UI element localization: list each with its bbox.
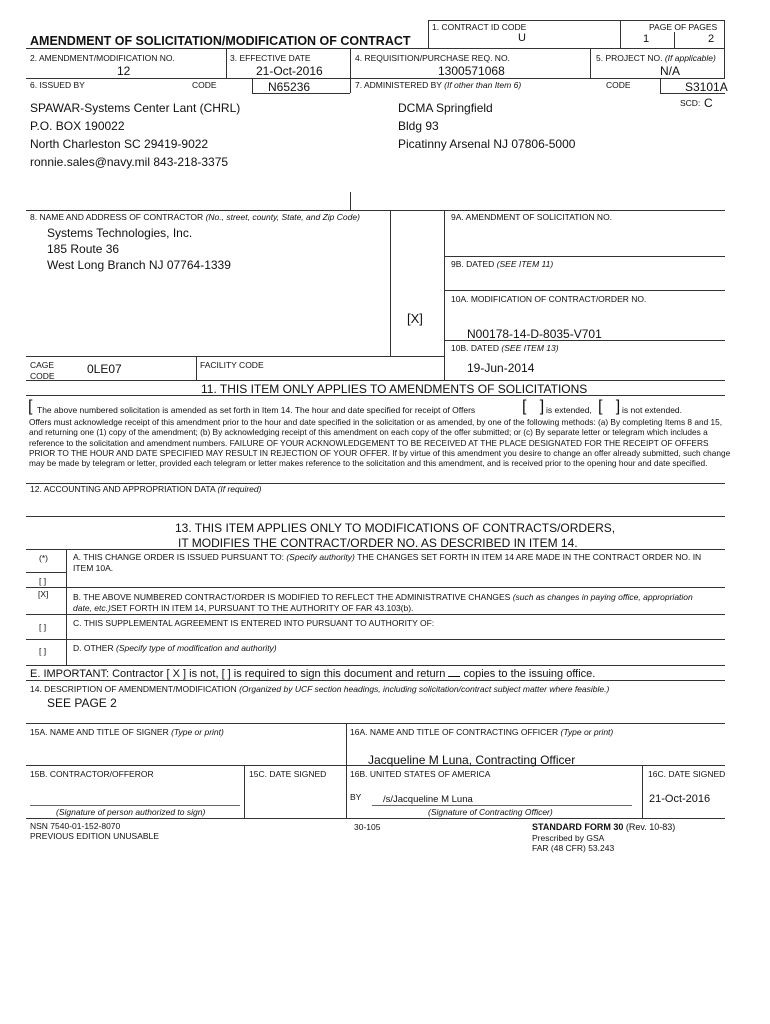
item11-bracket-open: [ xyxy=(28,398,33,415)
officer-signature: /s/Jacqueline M Luna xyxy=(383,794,473,805)
administrator-address: DCMA Springfield Bldg 93 Picatinny Arsenal NJ 07806-5000 xyxy=(398,101,576,151)
signer-name-label: 15A. NAME AND TITLE OF SIGNER (Type or print) xyxy=(30,727,224,737)
page-of-pages-label: PAGE OF PAGES xyxy=(649,22,718,32)
accounting-label: 12. ACCOUNTING AND APPROPRIATION DATA (If required) xyxy=(30,484,262,494)
amendment-no-label: 2. AMENDMENT/MODIFICATION NO. xyxy=(30,53,175,63)
item11-not-extended-bracket: [ ] xyxy=(598,398,621,415)
footer-right: Prescribed by GSA FAR (48 CFR) 53.243 xyxy=(532,833,615,853)
item13-a-mark: (*) xyxy=(39,553,48,563)
officer-name-label: 16A. NAME AND TITLE OF CONTRACTING OFFICER (Type or print) xyxy=(350,727,614,737)
important-line: E. IMPORTANT: Contractor [ X ] is not, [ ] is required to sign this document and return copies to the issuing office. xyxy=(30,668,596,680)
facility-code-label: FACILITY CODE xyxy=(200,360,264,370)
item11-instructions: Offers must acknowledge receipt of this amendment prior to the hour and date specified in the solicitation or as amended, by one of the following methods: (a) By completing Items 8 and 15, and returning one (1) copy of the amendment; (b) By acknowledging receipt of this amendment on each copy of the offer submitted; or (c) By separate letter or telegram which includes a reference to the solicitation and amendment numbers. FAILURE OF YOUR ACKNOWLEDGEMENT TO BE RECEIVED AT THE PLACE DESIGNATED FOR THE RECEIPT OF OFFERS PRIOR TO THE HOUR AND DATE SPECIFIED MAY RESULT IN REJECTION OF YOUR OFFER. If by virtue of this amendment you desire to change an offer already submitted, such change may be made by telegram or letter, provided each telegram or letter makes reference to the solicitation and this amendment, and is received prior to the opening hour and date specified. xyxy=(29,417,731,469)
description-label: 14. DESCRIPTION OF AMENDMENT/MODIFICATION (Organized by UCF section headings, including solicitation/contract subject matter where feasible.) xyxy=(30,684,610,694)
cage-code: 0LE07 xyxy=(87,362,122,376)
modification-check: [X] xyxy=(407,311,423,326)
issued-by-code-label: CODE xyxy=(192,80,217,90)
scd-value: C xyxy=(704,96,713,110)
issuer-address: SPAWAR-Systems Center Lant (CHRL) P.O. BOX 190022 North Charleston SC 29419-9022 ronnie.sales@navy.mil 843-218-3375 xyxy=(30,101,241,169)
issued-by-code: N65236 xyxy=(268,80,311,94)
officer-signature-note: (Signature of Contracting Officer) xyxy=(428,807,553,817)
contractor-label: 8. NAME AND ADDRESS OF CONTRACTOR (No., street, county, State, and Zip Code) xyxy=(30,212,360,222)
cage-label: CAGE CODE xyxy=(30,360,55,381)
dated-10b-label: 10B. DATED (SEE ITEM 13) xyxy=(451,343,559,353)
standard-form-number: STANDARD FORM 30 (Rev. 10-83) xyxy=(532,822,676,832)
item11-extended: is extended, xyxy=(546,405,592,415)
page-number: 1 xyxy=(643,33,650,45)
footer-number: 30-105 xyxy=(354,822,381,832)
item13-title-1: 13. THIS ITEM APPLIES ONLY TO MODIFICATIONS OF CONTRACTS/ORDERS, xyxy=(175,521,616,535)
item13-title-2: IT MODIFIES THE CONTRACT/ORDER NO. AS DESCRIBED IN ITEM 14. xyxy=(178,536,578,550)
modification-label: 10A. MODIFICATION OF CONTRACT/ORDER NO. xyxy=(451,294,647,304)
footer-left: NSN 7540-01-152-8070 PREVIOUS EDITION UNUSABLE xyxy=(30,821,159,841)
contractor-address: Systems Technologies, Inc. 185 Route 36 West Long Branch NJ 07764-1339 xyxy=(47,226,231,272)
officer-date-value: 21-Oct-2016 xyxy=(649,793,711,805)
total-pages: 2 xyxy=(708,33,715,45)
contract-id-label: 1. CONTRACT ID CODE xyxy=(432,22,527,32)
item11-extended-bracket: [ ] xyxy=(522,398,545,415)
effective-date-label: 3. EFFECTIVE DATE xyxy=(230,53,311,63)
requisition-label: 4. REQUISITION/PURCHASE REQ. NO. xyxy=(355,53,510,63)
administered-by-label: 7. ADMINISTERED BY (If other than Item 6) xyxy=(355,80,522,90)
item13-a-text: A. THIS CHANGE ORDER IS ISSUED PURSUANT TO: (Specify authority) THE CHANGES SET FORTH IN ITEM 14 ARE MADE IN THE CONTRACT ORDER NO. IN ITEM 10A. xyxy=(73,552,702,573)
project-no-label: 5. PROJECT NO. (If applicable) xyxy=(596,53,716,63)
item11-not-extended: is not extended. xyxy=(622,405,683,415)
dated-9b-label: 9B. DATED (SEE ITEM 11) xyxy=(451,259,554,269)
administered-by-code-label: CODE xyxy=(606,80,631,90)
contract-id-value: U xyxy=(518,32,526,44)
item13-b-mark: [X] xyxy=(38,589,49,599)
item13-d-text: D. OTHER (Specify type of modification and authority) xyxy=(73,643,277,653)
modification-no: N00178-14-D-8035-V701 xyxy=(467,327,602,341)
item13-c-text: C. THIS SUPPLEMENTAL AGREEMENT IS ENTERED INTO PURSUANT TO AUTHORITY OF: xyxy=(73,618,435,628)
dated-10b-value: 19-Jun-2014 xyxy=(467,361,535,375)
item13-b-text: B. THE ABOVE NUMBERED CONTRACT/ORDER IS MODIFIED TO REFLECT THE ADMINISTRATIVE CHANGES (such as changes in paying office, appropriation date, etc.)SET FORTH IN ITEM 14, PURSUANT TO THE AUTHORITY OF FAR 43.103(b). xyxy=(73,592,693,613)
amendment-solicitation-label: 9A. AMENDMENT OF SOLICITATION NO. xyxy=(451,212,613,222)
contractor-offeror-label: 15B. CONTRACTOR/OFFEROR xyxy=(30,769,154,779)
item13-c-mark: [ ] xyxy=(39,622,47,632)
effective-date-value: 21-Oct-2016 xyxy=(256,64,323,78)
officer-date-label: 16C. DATE SIGNED xyxy=(648,769,726,779)
administered-by-code: S3101A xyxy=(685,80,728,94)
usa-label: 16B. UNITED STATES OF AMERICA xyxy=(350,769,491,779)
scd-label: SCD: xyxy=(680,98,701,108)
form-title: AMENDMENT OF SOLICITATION/MODIFICATION OF CONTRACT xyxy=(30,34,411,48)
contractor-signature-note: (Signature of person authorized to sign) xyxy=(56,807,206,817)
issued-by-label: 6. ISSUED BY xyxy=(30,80,85,90)
item11-title: 11. THIS ITEM ONLY APPLIES TO AMENDMENTS OF SOLICITATIONS xyxy=(201,382,588,396)
item13-blank-mark: [ ] xyxy=(39,576,47,586)
contractor-date-label: 15C. DATE SIGNED xyxy=(249,769,327,779)
item13-d-mark: [ ] xyxy=(39,646,47,656)
officer-name: Jacqueline M Luna, Contracting Officer xyxy=(368,753,576,767)
description-value: SEE PAGE 2 xyxy=(47,696,117,710)
amendment-no-value: 12 xyxy=(117,64,131,78)
by-label: BY xyxy=(350,792,362,802)
project-no-value: N/A xyxy=(660,64,681,78)
item11-line1: The above numbered solicitation is amended as set forth in Item 14. The hour and date specified for receipt of Offers xyxy=(37,405,476,415)
requisition-value: 1300571068 xyxy=(438,64,505,78)
